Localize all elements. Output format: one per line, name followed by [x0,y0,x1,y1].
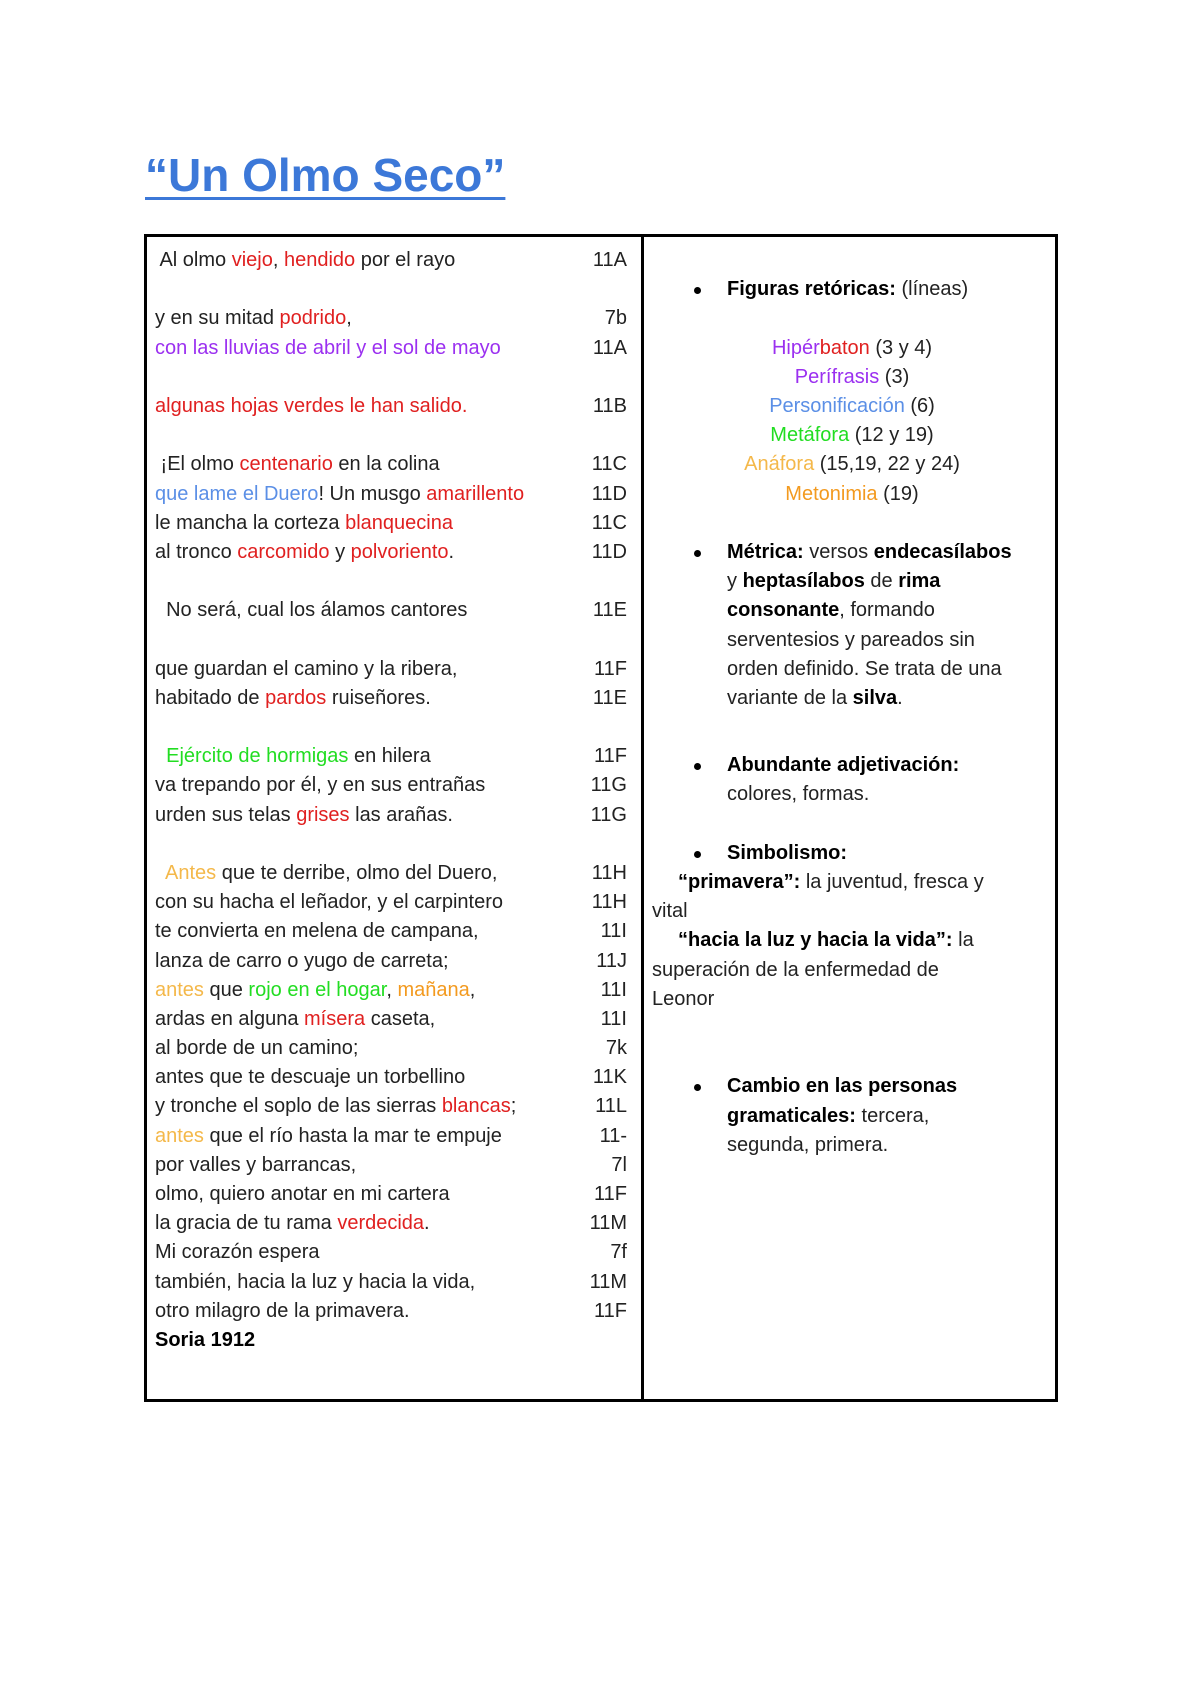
poem-line [155,509,635,538]
verse-segment: ! Un musgo [318,482,427,505]
verse-segment: blancas [441,1095,511,1118]
meter-label: 7f [610,1241,627,1264]
poem-line [155,1268,635,1297]
figura-text: Metáfora [770,424,850,447]
verse-segment: amarillento [426,482,525,505]
bullet-icon [694,851,701,858]
verse-segment: y en su mitad [155,307,280,330]
verse-segment: le mancha la corteza [155,511,346,534]
figura-text: (6) [904,394,935,417]
meter-label: 7l [611,1153,627,1176]
verse-segment: No será, cual los álamos cantores [155,599,468,622]
meter-label: 11E [592,599,627,622]
verse-text [155,1209,430,1238]
verse-text [155,1180,450,1209]
verse-segment: podrido [279,307,347,330]
poem-line [155,947,635,976]
cambio-line [727,1102,1052,1131]
verse-text [155,1005,435,1034]
verse-segment: . [424,1212,430,1235]
metrica-section [652,538,1052,713]
meter-label: 11F [594,1183,627,1205]
verse-text [155,1034,358,1063]
figura-text: (12 y 19) [849,424,934,447]
poem-line [155,684,635,713]
verse-text [155,246,455,275]
figura-text: (3 y 4) [869,336,933,359]
poem-line [155,304,635,333]
verse-text [155,334,501,363]
meter-label: 11C [591,511,627,534]
verse-segment: hendido [283,249,356,271]
verse-segment: Antes [165,861,217,884]
figura-item [652,363,1052,392]
poem-line [155,392,635,421]
adjetivacion-text: colores, formas. [727,783,870,806]
metrica-line [727,567,1052,596]
figura-text: Hipér [771,336,820,359]
poem-line [155,625,635,654]
cambio-text: tercera, [855,1104,930,1127]
poem-line [155,1151,635,1180]
simbolismo-text: superación de la enfermedad de [652,958,939,981]
verse-text [155,1063,465,1092]
verse-segment: pardos [265,686,327,709]
bullet-icon [694,287,701,294]
poem-line [155,596,635,625]
meter-label: 11- [599,1124,627,1147]
meter-label: 11H [591,861,627,884]
verse-segment: que el río hasta la mar te empuje [203,1124,502,1147]
meter-label: 11D [591,482,627,505]
meter-label: 11F [594,657,627,680]
meter-label: 11L [595,1095,627,1118]
verse-segment: te convierta en melena de campana, [155,920,479,943]
verse-segment: con su hacha el leñador, y el carpintero [155,891,503,914]
verse-text [155,742,431,771]
simbolismo-line [652,985,1052,1014]
verse-segment: ruiseñores. [326,686,431,709]
metrica-text: rima [898,570,941,593]
verse-text [155,596,467,625]
verse-text [155,450,440,479]
meter-label: 11M [589,1212,627,1235]
metrica-text: endecasílabos [873,540,1012,563]
verse-segment: al borde de un camino; [155,1037,359,1060]
metrica-text: silva [852,687,898,709]
meter-label: 11E [592,686,627,709]
poem-line [155,1297,635,1326]
simbolismo-text: “primavera”: [678,871,801,893]
verse-segment: en hilera [348,745,431,768]
verse-segment: ardas en alguna [155,1007,305,1030]
figuras-section [652,275,1052,304]
metrica-text: orden definido. Se trata de una [727,657,1002,680]
figura-text: (3) [879,365,910,388]
simbolismo-label: Simbolismo: [727,841,848,864]
verse-segment: Mi corazón espera [155,1241,320,1264]
metrica-text: y [727,570,743,593]
poem-line [155,1238,635,1267]
verse-segment: las arañas. [349,803,453,826]
meter-label: 11F [594,1299,627,1322]
verse-text [155,917,479,946]
simbolismo-text: vital [652,900,688,923]
verse-segment: por valles y barrancas, [155,1153,357,1176]
verse-segment: rojo en el hogar [248,978,387,1001]
verse-text [155,771,485,800]
cambio-text: Cambio en las personas [727,1075,958,1098]
meter-label: 11G [590,774,627,797]
meter-label: 11A [592,336,627,359]
verse-segment: lanza de carro o yugo de carreta; [155,949,449,972]
simbolismo-text: Leonor [652,987,715,1010]
metrica-line [727,596,1052,625]
simbolismo-line [652,956,1052,985]
meter-label: 11C [591,453,627,476]
poem-line [155,538,635,567]
meter-label: 11F [594,745,627,768]
verse-text [155,480,524,509]
verse-segment: antes [155,1124,204,1147]
figuras-label: Figuras retóricas: [727,278,896,301]
cambio-text: segunda, primera. [727,1133,889,1156]
figuras-note: (líneas) [895,278,969,301]
poem-line [155,246,635,275]
figuras-list [652,334,1052,509]
verse-segment: mísera [304,1007,366,1030]
verse-segment: va trepando por él, y en sus entrañas [155,774,486,797]
verse-segment: , [272,249,284,271]
verse-text [155,801,453,830]
poem-line [155,480,635,509]
adjetivacion-text: Abundante adjetivación: [727,754,960,777]
verse-segment: ¡El olmo [155,453,240,476]
meter-label: 11B [592,394,627,417]
cambio-section [652,1072,1052,1160]
verse-text [155,684,431,713]
figura-item [652,392,1052,421]
poem-line [155,917,635,946]
column-divider [641,234,644,1402]
verse-segment [155,745,166,767]
verse-text [155,509,453,538]
verse-segment: olmo, quiero anotar en mi cartera [155,1183,450,1205]
meter-label: 11K [592,1066,627,1089]
verse-segment: Ejército de hormigas [166,745,349,768]
verse-segment: que te derribe, olmo del Duero, [216,861,498,884]
verse-text [155,1092,516,1121]
poem-line [155,363,635,392]
metrica-line [727,655,1052,684]
poem-line [155,713,635,742]
figura-text: (19) [877,482,919,505]
metrica-text: consonante [727,599,840,622]
poem-line [155,888,635,917]
adjetivacion-section [652,751,1052,809]
verse-segment: que [203,978,249,1001]
verse-segment: y [329,540,351,563]
bullet-icon [694,1084,701,1091]
cambio-line [727,1131,1052,1160]
verse-text [155,1268,475,1297]
verse-segment: que lame el Duero [155,482,319,505]
page-title: “Un Olmo Seco” [145,149,506,201]
meter-label: 11H [591,891,627,914]
metrica-line [727,684,1052,713]
analysis-column [652,246,1052,1160]
figura-item [652,450,1052,479]
verse-text [155,1238,320,1267]
verse-segment: con las lluvias de abril y el sol de mayo [155,336,501,359]
poem-line [155,1209,635,1238]
verse-segment: también, hacia la luz y hacia la vida, [155,1270,476,1293]
figura-text: Metonimia [785,482,878,505]
verse-segment: , [386,978,398,1001]
meter-label: 11A [592,249,627,271]
cambio-text: gramaticales: [727,1104,856,1127]
figura-text: (15,19, 22 y 24) [814,453,960,476]
verse-segment: habitado de [155,686,266,709]
verse-segment: centenario [239,453,333,476]
verse-text [155,1151,356,1180]
verse-text [155,304,352,333]
verse-text [155,655,457,684]
bullet-icon [694,550,701,557]
figura-item [652,334,1052,363]
bullet-icon [694,763,701,770]
verse-segment: . [448,540,455,563]
verse-segment: otro milagro de la primavera. [155,1299,410,1322]
verse-segment: Soria 1912 [155,1328,256,1351]
poem-line [155,859,635,888]
poem-line [155,567,635,596]
metrica-text: , formando [839,599,935,622]
poem-line [155,275,635,304]
verse-text [155,1326,255,1355]
poem-line [155,1180,635,1209]
verse-segment: urden sus telas [155,803,297,826]
meter-label: 11M [589,1270,627,1293]
verse-segment: algunas hojas verdes le han salido. [155,394,468,417]
poem-line [155,1122,635,1151]
verse-segment: caseta, [365,1007,436,1030]
verse-segment: polvoriento [350,540,449,563]
figura-text: Perífrasis [794,365,880,388]
verse-segment: , [346,307,352,330]
metrica-text: variante de la [727,687,853,709]
verse-text [155,947,449,976]
verse-segment: carcomido [237,540,330,563]
figura-text: Personificación [769,394,905,417]
simbolismo-text: la juventud, fresca y [800,871,984,893]
verse-text [155,1122,502,1151]
poem-line [155,742,635,771]
poem-line [155,421,635,450]
poem-line [155,1034,635,1063]
simbolismo-text [652,868,1052,1014]
verse-segment: antes [155,978,204,1001]
meter-label: 11I [600,920,627,943]
verse-segment: ; [510,1095,517,1118]
verse-segment: , [469,978,476,1001]
verse-segment: viejo [231,249,273,271]
meter-label: 7k [605,1037,627,1060]
poem-line [155,771,635,800]
verse-segment: que guardan el camino y la ribera, [155,657,458,680]
metrica-line [727,538,1052,567]
verse-segment: mañana [397,978,470,1001]
figura-text: Anáfora [744,453,815,476]
poem-line [155,1005,635,1034]
metrica-text: . [897,687,903,709]
poem-column [155,246,635,1355]
meter-label: 11J [596,949,627,972]
figura-item [652,480,1052,509]
poem-line [155,976,635,1005]
meter-label: 11G [590,803,627,826]
figura-item [652,421,1052,450]
metrica-text: Métrica: [727,540,804,563]
verse-segment: verdecida [337,1212,425,1235]
verse-segment: antes que te descuaje un torbellino [155,1066,466,1089]
verse-text [155,392,467,421]
verse-text [155,1297,410,1326]
meter-label: 11D [591,540,627,563]
simbolismo-line [652,926,1052,955]
poem-line [155,450,635,479]
meter-label: 11I [600,978,627,1001]
poem-line [155,801,635,830]
metrica-line [727,626,1052,655]
verse-segment: la gracia de tu rama [155,1212,338,1235]
simbolismo-line [652,868,1052,897]
verse-segment: blanquecina [345,511,453,534]
verse-segment: grises [296,803,350,826]
metrica-text: serventesios y pareados sin [727,628,975,651]
poem-line [155,334,635,363]
figura-text: baton [819,336,870,359]
verse-text [155,976,475,1005]
cambio-line [727,1072,1052,1101]
verse-text [155,859,497,888]
metrica-text: versos [803,540,874,563]
simbolismo-text: la [952,929,974,952]
simbolismo-line [652,897,1052,926]
meter-label: 11I [600,1007,627,1030]
adjetivacion-line [727,751,1052,780]
poem-line [155,655,635,684]
verse-segment: Al olmo [155,249,232,271]
verse-segment: y tronche el soplo de las sierras [155,1095,442,1118]
verse-segment: en la colina [332,453,440,476]
verse-text [155,538,454,567]
metrica-text: de [864,570,899,593]
metrica-text: heptasílabos [742,570,865,593]
simbolismo-text: “hacia la luz y hacia la vida”: [678,929,953,952]
poem-line [155,830,635,859]
adjetivacion-line [727,780,1052,809]
poem-line [155,1326,635,1355]
poem-line [155,1092,635,1121]
simbolismo-section [652,839,1052,868]
verse-segment [155,862,165,884]
verse-text [155,888,503,917]
meter-label: 7b [604,307,627,330]
poem-line [155,1063,635,1092]
verse-segment: por el rayo [355,249,456,271]
verse-segment: al tronco [155,540,238,563]
